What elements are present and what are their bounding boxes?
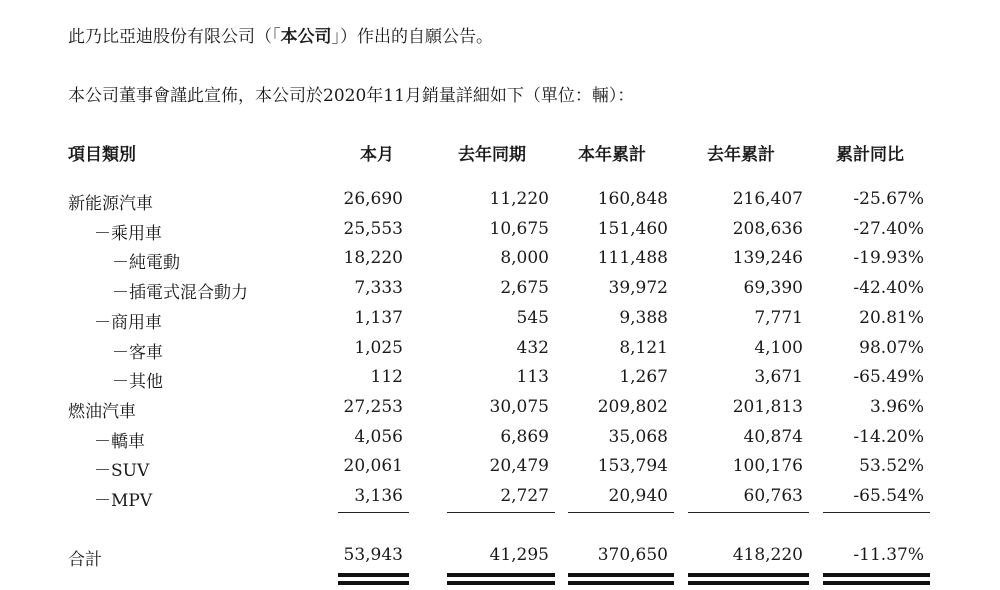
subtotal-rule bbox=[688, 512, 809, 513]
table-cell: 3,671 bbox=[754, 367, 803, 388]
total-double-rule bbox=[688, 581, 809, 585]
total-row bbox=[0, 545, 1000, 571]
subtotal-rule bbox=[568, 512, 674, 513]
table-cell: 35,068 bbox=[608, 426, 668, 447]
total-cell: 53,943 bbox=[343, 545, 403, 565]
total-cell: -11.37% bbox=[853, 545, 924, 565]
table-cell: 8,000 bbox=[500, 248, 549, 269]
total-label: 合計 bbox=[68, 550, 102, 570]
table-cell: 3,136 bbox=[354, 486, 403, 506]
total-cell: 370,650 bbox=[597, 545, 668, 565]
table-cell: 20,061 bbox=[343, 456, 403, 477]
table-cell: -27.40% bbox=[853, 218, 924, 239]
table-cell: 113 bbox=[516, 367, 549, 388]
total-double-rule bbox=[338, 573, 409, 577]
table-cell: 60,763 bbox=[743, 486, 803, 506]
subtotal-rule bbox=[338, 512, 409, 513]
table-cell: 11,220 bbox=[489, 189, 549, 209]
table-cell: 1,267 bbox=[619, 367, 668, 388]
intro-before: 此乃比亞迪股份有限公司（「 bbox=[68, 27, 281, 47]
subtotal-rule bbox=[447, 512, 555, 513]
table-cell: 7,333 bbox=[354, 278, 403, 299]
table-cell: 111,488 bbox=[597, 248, 668, 269]
table-cell: 8,121 bbox=[619, 337, 668, 358]
table-cell: -25.67% bbox=[853, 189, 924, 209]
total-double-rule bbox=[688, 573, 809, 577]
table-cell: -42.40% bbox=[853, 278, 924, 299]
table-cell: 1,137 bbox=[354, 307, 403, 328]
table-cell: 20,479 bbox=[489, 456, 549, 477]
table-cell: -65.49% bbox=[853, 367, 924, 388]
row-label: －其他 bbox=[112, 372, 163, 393]
table-cell: 98.07% bbox=[859, 337, 924, 358]
table-cell: 160,848 bbox=[597, 189, 668, 209]
table-cell: 153,794 bbox=[597, 456, 668, 477]
header-same-period-last-year: 去年同期 bbox=[458, 145, 526, 165]
row-label: －乘用車 bbox=[94, 223, 162, 244]
header-ytd-change: 累計同比 bbox=[836, 145, 904, 165]
table-cell: 4,056 bbox=[354, 426, 403, 447]
table-row bbox=[0, 456, 1000, 482]
table-cell: 208,636 bbox=[732, 218, 803, 239]
table-cell: 25,553 bbox=[343, 218, 403, 239]
table-cell: 432 bbox=[516, 337, 549, 358]
total-double-rule bbox=[823, 581, 930, 585]
table-cell: 2,675 bbox=[500, 278, 549, 299]
table-cell: 139,246 bbox=[732, 248, 803, 269]
header-category: 項目類別 bbox=[68, 145, 136, 165]
row-label: 新能源汽車 bbox=[68, 194, 153, 214]
table-cell: 10,675 bbox=[489, 218, 549, 239]
intro-company-term: 本公司 bbox=[280, 27, 332, 47]
table-cell: 20,940 bbox=[608, 486, 668, 506]
table-row bbox=[0, 308, 1000, 334]
row-label: －MPV bbox=[94, 491, 153, 511]
table-cell: 3.96% bbox=[869, 396, 924, 417]
table-cell: 216,407 bbox=[732, 189, 803, 209]
total-double-rule bbox=[823, 573, 930, 577]
table-cell: 20.81% bbox=[859, 307, 924, 328]
table-cell: -19.93% bbox=[853, 248, 924, 269]
table-cell: 69,390 bbox=[743, 278, 803, 299]
table-cell: 53.52% bbox=[859, 456, 924, 477]
subtotal-rule bbox=[823, 512, 930, 513]
row-label: －純電動 bbox=[112, 253, 180, 274]
table-cell: 545 bbox=[516, 307, 549, 328]
row-label: －SUV bbox=[94, 461, 150, 482]
table-row bbox=[0, 248, 1000, 274]
table-cell: 151,460 bbox=[597, 218, 668, 239]
total-double-rule bbox=[338, 581, 409, 585]
sales-statement: 本公司董事會謹此宣佈，本公司於2020年11月銷量詳細如下（單位：輛）： bbox=[68, 86, 635, 106]
intro-after: 」）作出的自願公告。 bbox=[331, 27, 493, 47]
total-double-rule bbox=[447, 581, 555, 585]
table-cell: 26,690 bbox=[343, 189, 403, 209]
table-cell: 18,220 bbox=[343, 248, 403, 269]
total-double-rule bbox=[447, 573, 555, 577]
header-this-month: 本月 bbox=[360, 145, 394, 165]
table-cell: 100,176 bbox=[732, 456, 803, 477]
row-label: －插電式混合動力 bbox=[112, 283, 248, 304]
header-last-ytd: 去年累計 bbox=[707, 145, 775, 165]
table-row bbox=[0, 278, 1000, 304]
table-row bbox=[0, 397, 1000, 423]
table-cell: 112 bbox=[370, 367, 403, 388]
table-row bbox=[0, 189, 1000, 215]
table-cell: 7,771 bbox=[754, 307, 803, 328]
table-cell: -14.20% bbox=[853, 426, 924, 447]
table-cell: 2,727 bbox=[500, 486, 549, 506]
table-cell: 201,813 bbox=[732, 396, 803, 417]
table-cell: 9,388 bbox=[619, 307, 668, 328]
table-cell: 27,253 bbox=[343, 396, 403, 417]
total-double-rule bbox=[568, 573, 674, 577]
row-label: －商用車 bbox=[94, 312, 162, 333]
table-cell: -65.54% bbox=[853, 486, 924, 506]
table-row bbox=[0, 219, 1000, 245]
table-cell: 39,972 bbox=[608, 278, 668, 299]
table-cell: 40,874 bbox=[743, 426, 803, 447]
table-row bbox=[0, 486, 1000, 512]
table-cell: 4,100 bbox=[754, 337, 803, 358]
intro-paragraph bbox=[68, 22, 493, 47]
table-row bbox=[0, 338, 1000, 364]
row-label: 燃油汽車 bbox=[68, 401, 136, 422]
table-cell: 6,869 bbox=[500, 426, 549, 447]
total-cell: 41,295 bbox=[489, 545, 549, 565]
table-cell: 209,802 bbox=[597, 396, 668, 417]
table-cell: 30,075 bbox=[489, 396, 549, 417]
table-row bbox=[0, 367, 1000, 393]
header-ytd: 本年累計 bbox=[578, 145, 646, 165]
table-cell: 1,025 bbox=[354, 337, 403, 358]
total-cell: 418,220 bbox=[732, 545, 803, 565]
table-row bbox=[0, 427, 1000, 453]
row-label: －轎車 bbox=[94, 431, 145, 452]
row-label: －客車 bbox=[112, 342, 163, 363]
total-double-rule bbox=[568, 581, 674, 585]
